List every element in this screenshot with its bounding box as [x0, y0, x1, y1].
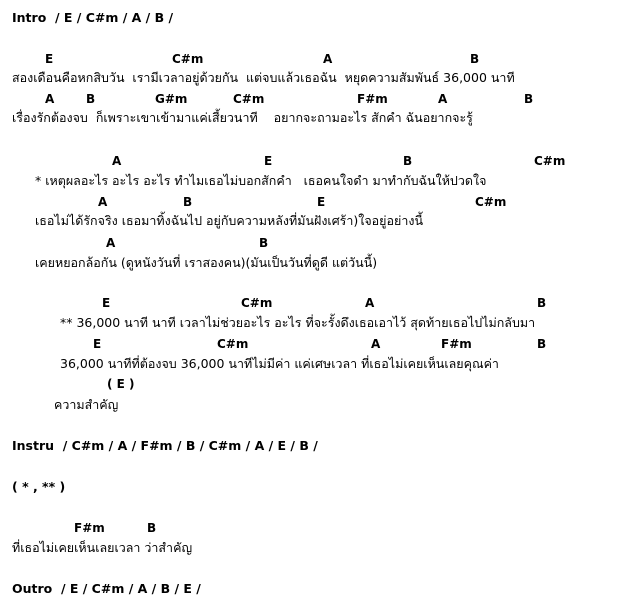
lyric-line: ** 36,000 นาที นาที เวลาไม่ช่วยอะไร อะไร ที่จะรั้งดึงเธอเอาไว้ สุดท้ายเธอไปไม่กลับมา: [60, 315, 536, 330]
instru-line: Instru / C#m / A / F#m / B / C#m / A / E / B /: [12, 438, 318, 453]
chord: B: [183, 195, 193, 209]
chord: B: [537, 296, 547, 310]
lyric-line: * เหตุผลอะไร อะไร อะไร ทำไมเธอไม่บอกสักคำ เธอคนใจดำ มาทำกับฉันให้ปวดใจ: [35, 173, 487, 188]
chord: B: [259, 236, 269, 250]
chord: F#m: [74, 521, 105, 535]
chord: C#m: [475, 195, 507, 209]
intro-line: Intro / E / C#m / A / B /: [12, 10, 174, 25]
chord: C#m: [534, 154, 566, 168]
lyric-line: เรื่องรักต้องจบ ก็เพราะเขาเข้ามาแค่เสี้ยวนาที อยากจะถามอะไร สักคำ ฉันอยากจะรู้: [12, 110, 473, 125]
chord: G#m: [155, 92, 188, 106]
chord: C#m: [217, 337, 249, 351]
chord: F#m: [441, 337, 472, 351]
chord: A: [438, 92, 448, 106]
chord: A: [106, 236, 116, 250]
chord: F#m: [357, 92, 388, 106]
chord: B: [537, 337, 547, 351]
chord: A: [112, 154, 122, 168]
lyric-line: 36,000 นาทีที่ต้องจบ 36,000 นาทีไม่มีค่า แค่เศษเวลา ที่เธอไม่เคยเห็นเลยคุณค่า: [60, 356, 499, 371]
chord: B: [524, 92, 534, 106]
chord: C#m: [241, 296, 273, 310]
chord: E: [45, 52, 54, 66]
chord: E: [317, 195, 326, 209]
chord: B: [86, 92, 96, 106]
chord: ( E ): [107, 377, 135, 391]
lyric-line: ที่เธอไม่เคยเห็นเลยเวลา ว่าสำคัญ: [12, 540, 193, 555]
chord: A: [45, 92, 55, 106]
lyric-line: เคยหยอกล้อกัน (ดูหนังวันที่ เราสองคน)(มันเป็นวันที่ดูดี แต่วันนี้): [35, 255, 378, 270]
chord: A: [371, 337, 381, 351]
chord: C#m: [172, 52, 204, 66]
chord: B: [147, 521, 157, 535]
lyric-line: ความสำคัญ: [54, 397, 119, 412]
chord: A: [365, 296, 375, 310]
chord: E: [102, 296, 111, 310]
chord: E: [264, 154, 273, 168]
chord: B: [403, 154, 413, 168]
chord: A: [98, 195, 108, 209]
repeat-line: ( * , ** ): [12, 479, 66, 494]
lyric-line: สองเดือนคือหกสิบวัน เรามีเวลาอยู่ด้วยกัน แต่จบแล้วเธอฉัน หยุดความสัมพันธ์ 36,000 นาที: [12, 70, 515, 85]
chord: A: [323, 52, 333, 66]
chord: C#m: [233, 92, 265, 106]
chord: E: [93, 337, 102, 351]
chord: B: [470, 52, 480, 66]
lyric-line: เธอไม่ได้รักจริง เธอมาทิ้งฉันไป อยู่กับความหลังที่มันฝังเศร้า)ใจอยู่อย่างนี้: [35, 213, 424, 228]
outro-line: Outro / E / C#m / A / B / E /: [12, 581, 201, 596]
